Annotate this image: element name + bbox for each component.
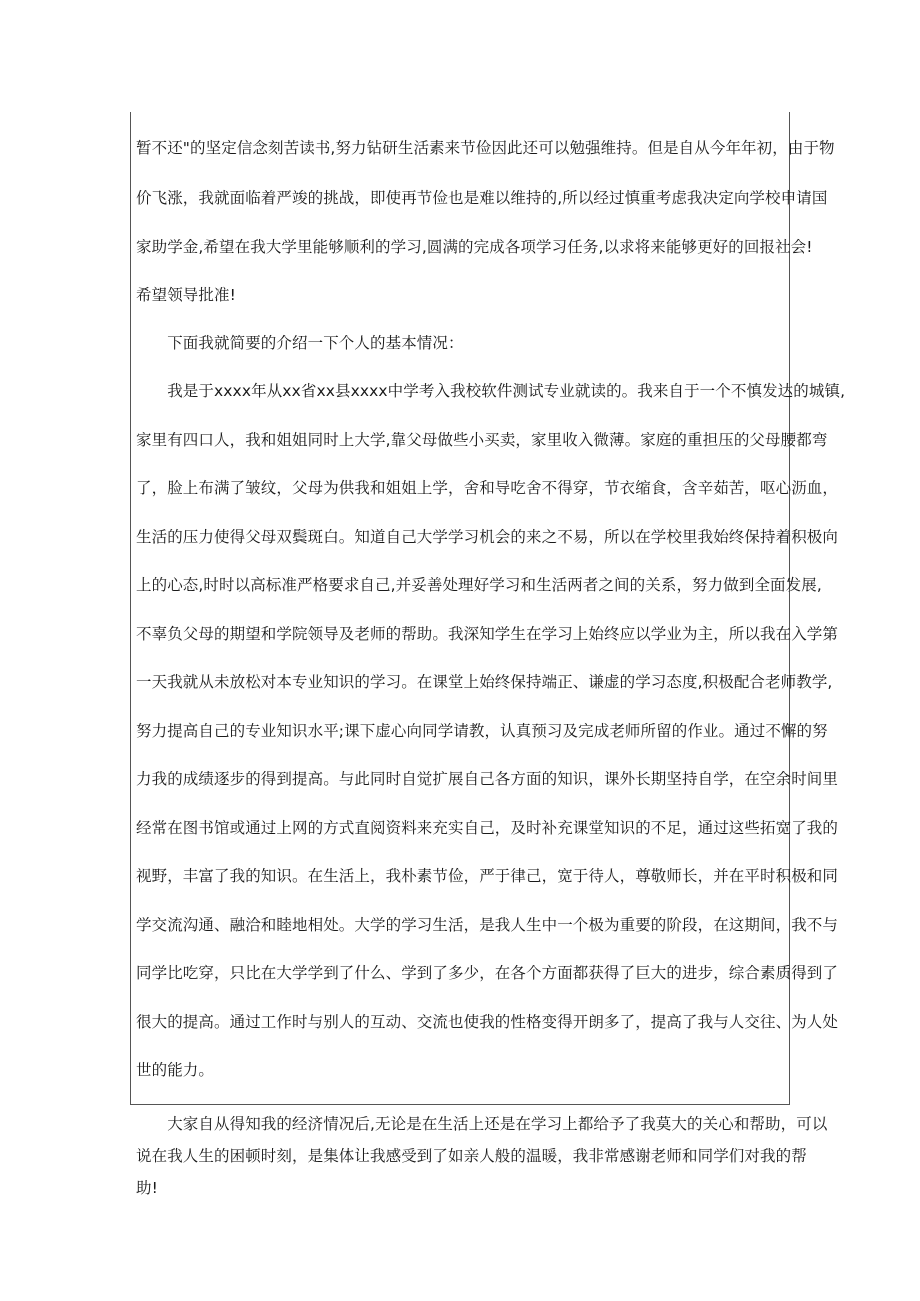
cell-line: 学交流沟通、融洽和睦地相处。大学的学习生活，是我人生中一个极为重要的阶段，在这期间，我不与: [136, 916, 839, 934]
body-line: 助!: [136, 1179, 158, 1197]
cell-line: 生活的压力使得父母双鬓斑白。知道自己大学学习机会的来之不易，所以在学校里我始终保持着积极向: [136, 528, 839, 546]
cell-line: 家助学金,希望在我大学里能够顺利的学习,圆满的完成各项学习任务,以求将来能够更好的回报社会!: [136, 238, 813, 256]
cell-line: 家里有四口人，我和姐姐同时上大学,靠父母做些小买卖，家里收入微薄。家庭的重担压的父母腰都弯: [136, 431, 828, 449]
cell-line: 视野，丰富了我的知识。在生活上，我朴素节俭，严于律己，宽于待人，尊敬师长，并在平时积极和同: [136, 867, 839, 885]
body-line: 说在我人生的困顿时刻，是集体让我感受到了如亲人般的温暖，我非常感谢老师和同学们对我的帮: [136, 1147, 807, 1165]
cell-line: 上的心态,时时以高标准严格要求自己,并妥善处理好学习和生活两者之间的关系，努力做到全面发展,: [136, 576, 822, 594]
cell-line: 价飞涨，我就面临着严竣的挑战，即使再节俭也是难以维持的,所以经过慎重考虑我决定向学校申请国: [136, 189, 828, 207]
cell-line: 了，脸上布满了皱纹，父母为供我和姐姐上学，舍和导吃舍不得穿，节衣缩食，含辛茹苦，呕心沥血，: [136, 479, 839, 497]
cell-line: 希望领导批准!: [136, 286, 236, 304]
body-line: 大家自从得知我的经济情况后,无论是在生活上还是在学习上都给予了我莫大的关心和帮助，可以: [136, 1115, 828, 1133]
cell-line: 不辜负父母的期望和学院领导及老师的帮助。我深知学生在学习上始终应以学业为主，所以我在入学第: [136, 625, 839, 643]
cell-line: 同学比吃穿，只比在大学学到了什么、学到了多少，在各个方面都获得了巨大的进步，综合素质得到了: [136, 964, 839, 982]
cell-line: 经常在图书馆或通过上网的方式直阅资料来充实自己，及时补充课堂知识的不足，通过这些拓宽了我的: [136, 819, 839, 837]
cell-line: 暂不还"的坚定信念刻苦读书,努力钻研生活素来节俭因此还可以勉强维持。但是自从今年年初，由于物: [136, 139, 835, 157]
cell-line: 世的能力。: [136, 1061, 215, 1079]
cell-line: 努力提高自己的专业知识水平;课下虚心向同学请教，认真预习及完成老师所留的作业。通过不懈的努: [136, 722, 828, 740]
cell-line: 力我的成绩逐步的得到提高。与此同时自觉扩展自己各方面的知识，课外长期坚持自学，在空余时间里: [136, 770, 839, 788]
cell-line: 一天我就从未放松对本专业知识的学习。在课堂上始终保持端正、谦虚的学习态度,积极配合老师教学,: [136, 673, 833, 691]
table-cell-border: [130, 112, 846, 1105]
cell-line: 我是于xxxx年从xx省xx县xxxx中学考入我校软件测试专业就读的。我来自于一个不慎发达的城镇,: [136, 382, 846, 400]
cell-line: 很大的提高。通过工作时与别人的互动、交流也使我的性格变得开朗多了，提高了我与人交往、为人处: [136, 1013, 839, 1031]
cell-line: 下面我就简要的介绍一下个人的基本情况：: [136, 334, 464, 352]
